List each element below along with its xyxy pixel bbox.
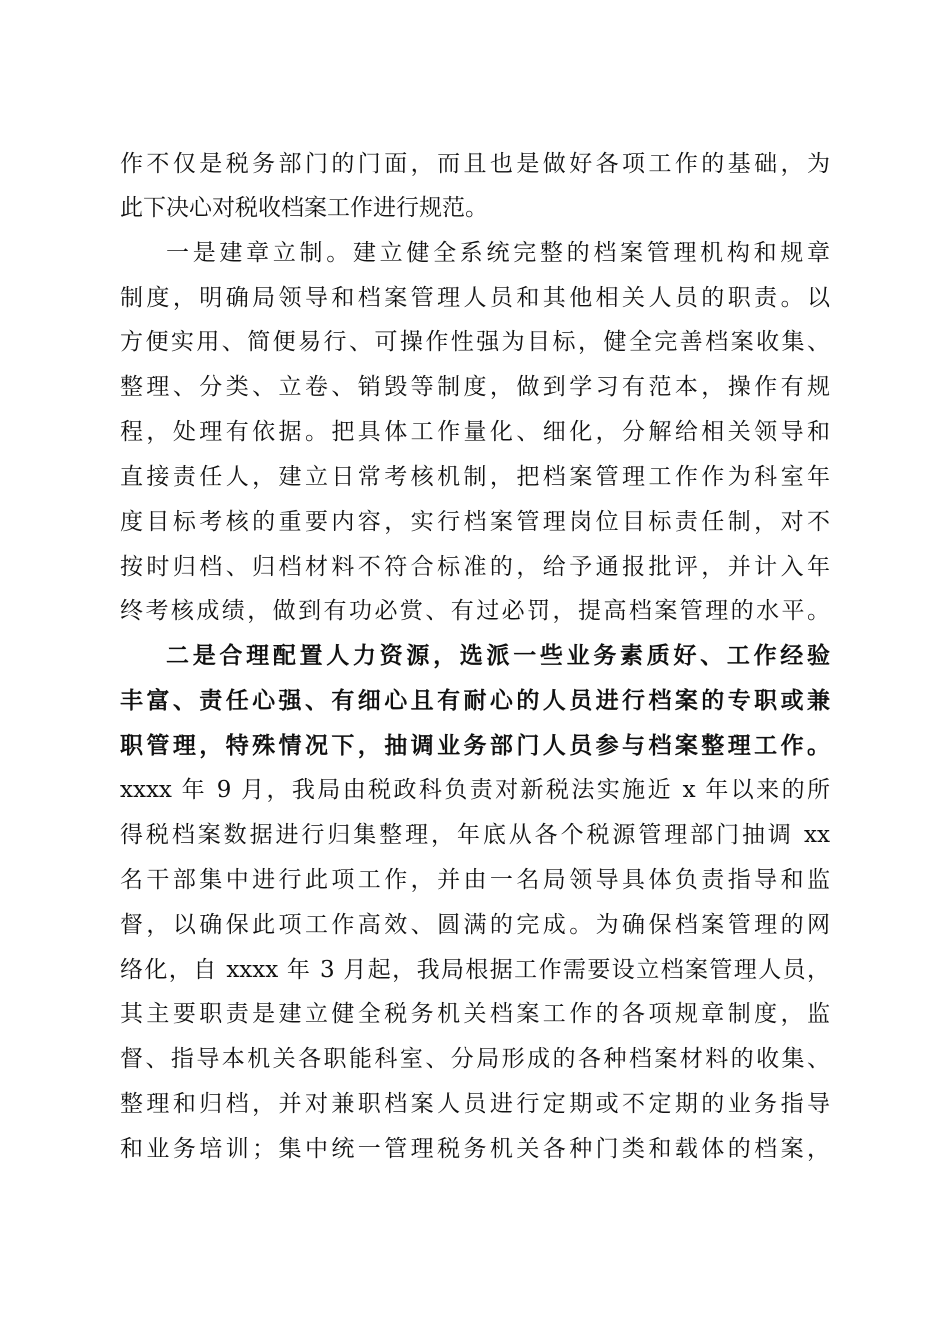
text-line: 络化，自 xxxx 年 3 月起，我局根据工作需要设立档案管理人员， [120, 957, 830, 983]
text-line: 得税档案数据进行归集整理，年底从各个税源管理部门抽调 xx [120, 822, 830, 848]
text-line: 方便实用、简便易行、可操作性强为目标，健全完善档案收集、 [120, 329, 830, 355]
text-line: 此下决心对税收档案工作进行规范。 [120, 195, 488, 221]
text-line: 直接责任人，建立日常考核机制，把档案管理工作作为科室年 [120, 464, 830, 490]
text-line: 度目标考核的重要内容，实行档案管理岗位目标责任制，对不 [120, 509, 830, 535]
text-line: 程，处理有依据。把具体工作量化、细化，分解给相关领导和 [120, 419, 830, 445]
paragraph-start: 一是建章立制。建立健全系统完整的档案管理机构和规章 [166, 240, 830, 266]
text-line: 制度，明确局领导和档案管理人员和其他相关人员的职责。以 [120, 285, 830, 311]
text-line: 和业务培训；集中统一管理税务机关各种门类和载体的档案， [120, 1136, 830, 1162]
text-line: 终考核成绩，做到有功必赏、有过必罚，提高档案管理的水平。 [120, 598, 830, 624]
text-line: 按时归档、归档材料不符合标准的，给予通报批评，并计入年 [120, 554, 830, 580]
text-line: 整理、分类、立卷、销毁等制度，做到学习有范本，操作有规 [120, 374, 830, 400]
text-line: 其主要职责是建立健全税务机关档案工作的各项规章制度，监 [120, 1001, 830, 1027]
bold-paragraph-start: 二是合理配置人力资源，选派一些业务素质好、工作经验 [166, 642, 830, 669]
text-line: 作不仅是税务部门的门面，而且也是做好各项工作的基础，为 [120, 151, 830, 177]
bold-text-line: 职管理，特殊情况下，抽调业务部门人员参与档案整理工作。 [120, 732, 830, 759]
text-line: 名干部集中进行此项工作，并由一名局领导具体负责指导和监 [120, 867, 830, 893]
bold-text-line: 丰富、责任心强、有细心且有耐心的人员进行档案的专职或兼 [120, 687, 830, 714]
text-line: 整理和归档，并对兼职档案人员进行定期或不定期的业务指导 [120, 1091, 830, 1117]
text-line: xxxx 年 9 月，我局由税政科负责对新税法实施近 x 年以来的所 [120, 777, 830, 803]
text-line: 督，以确保此项工作高效、圆满的完成。为确保档案管理的网 [120, 912, 830, 938]
text-line: 督、指导本机关各职能科室、分局形成的各种档案材料的收集、 [120, 1046, 830, 1072]
